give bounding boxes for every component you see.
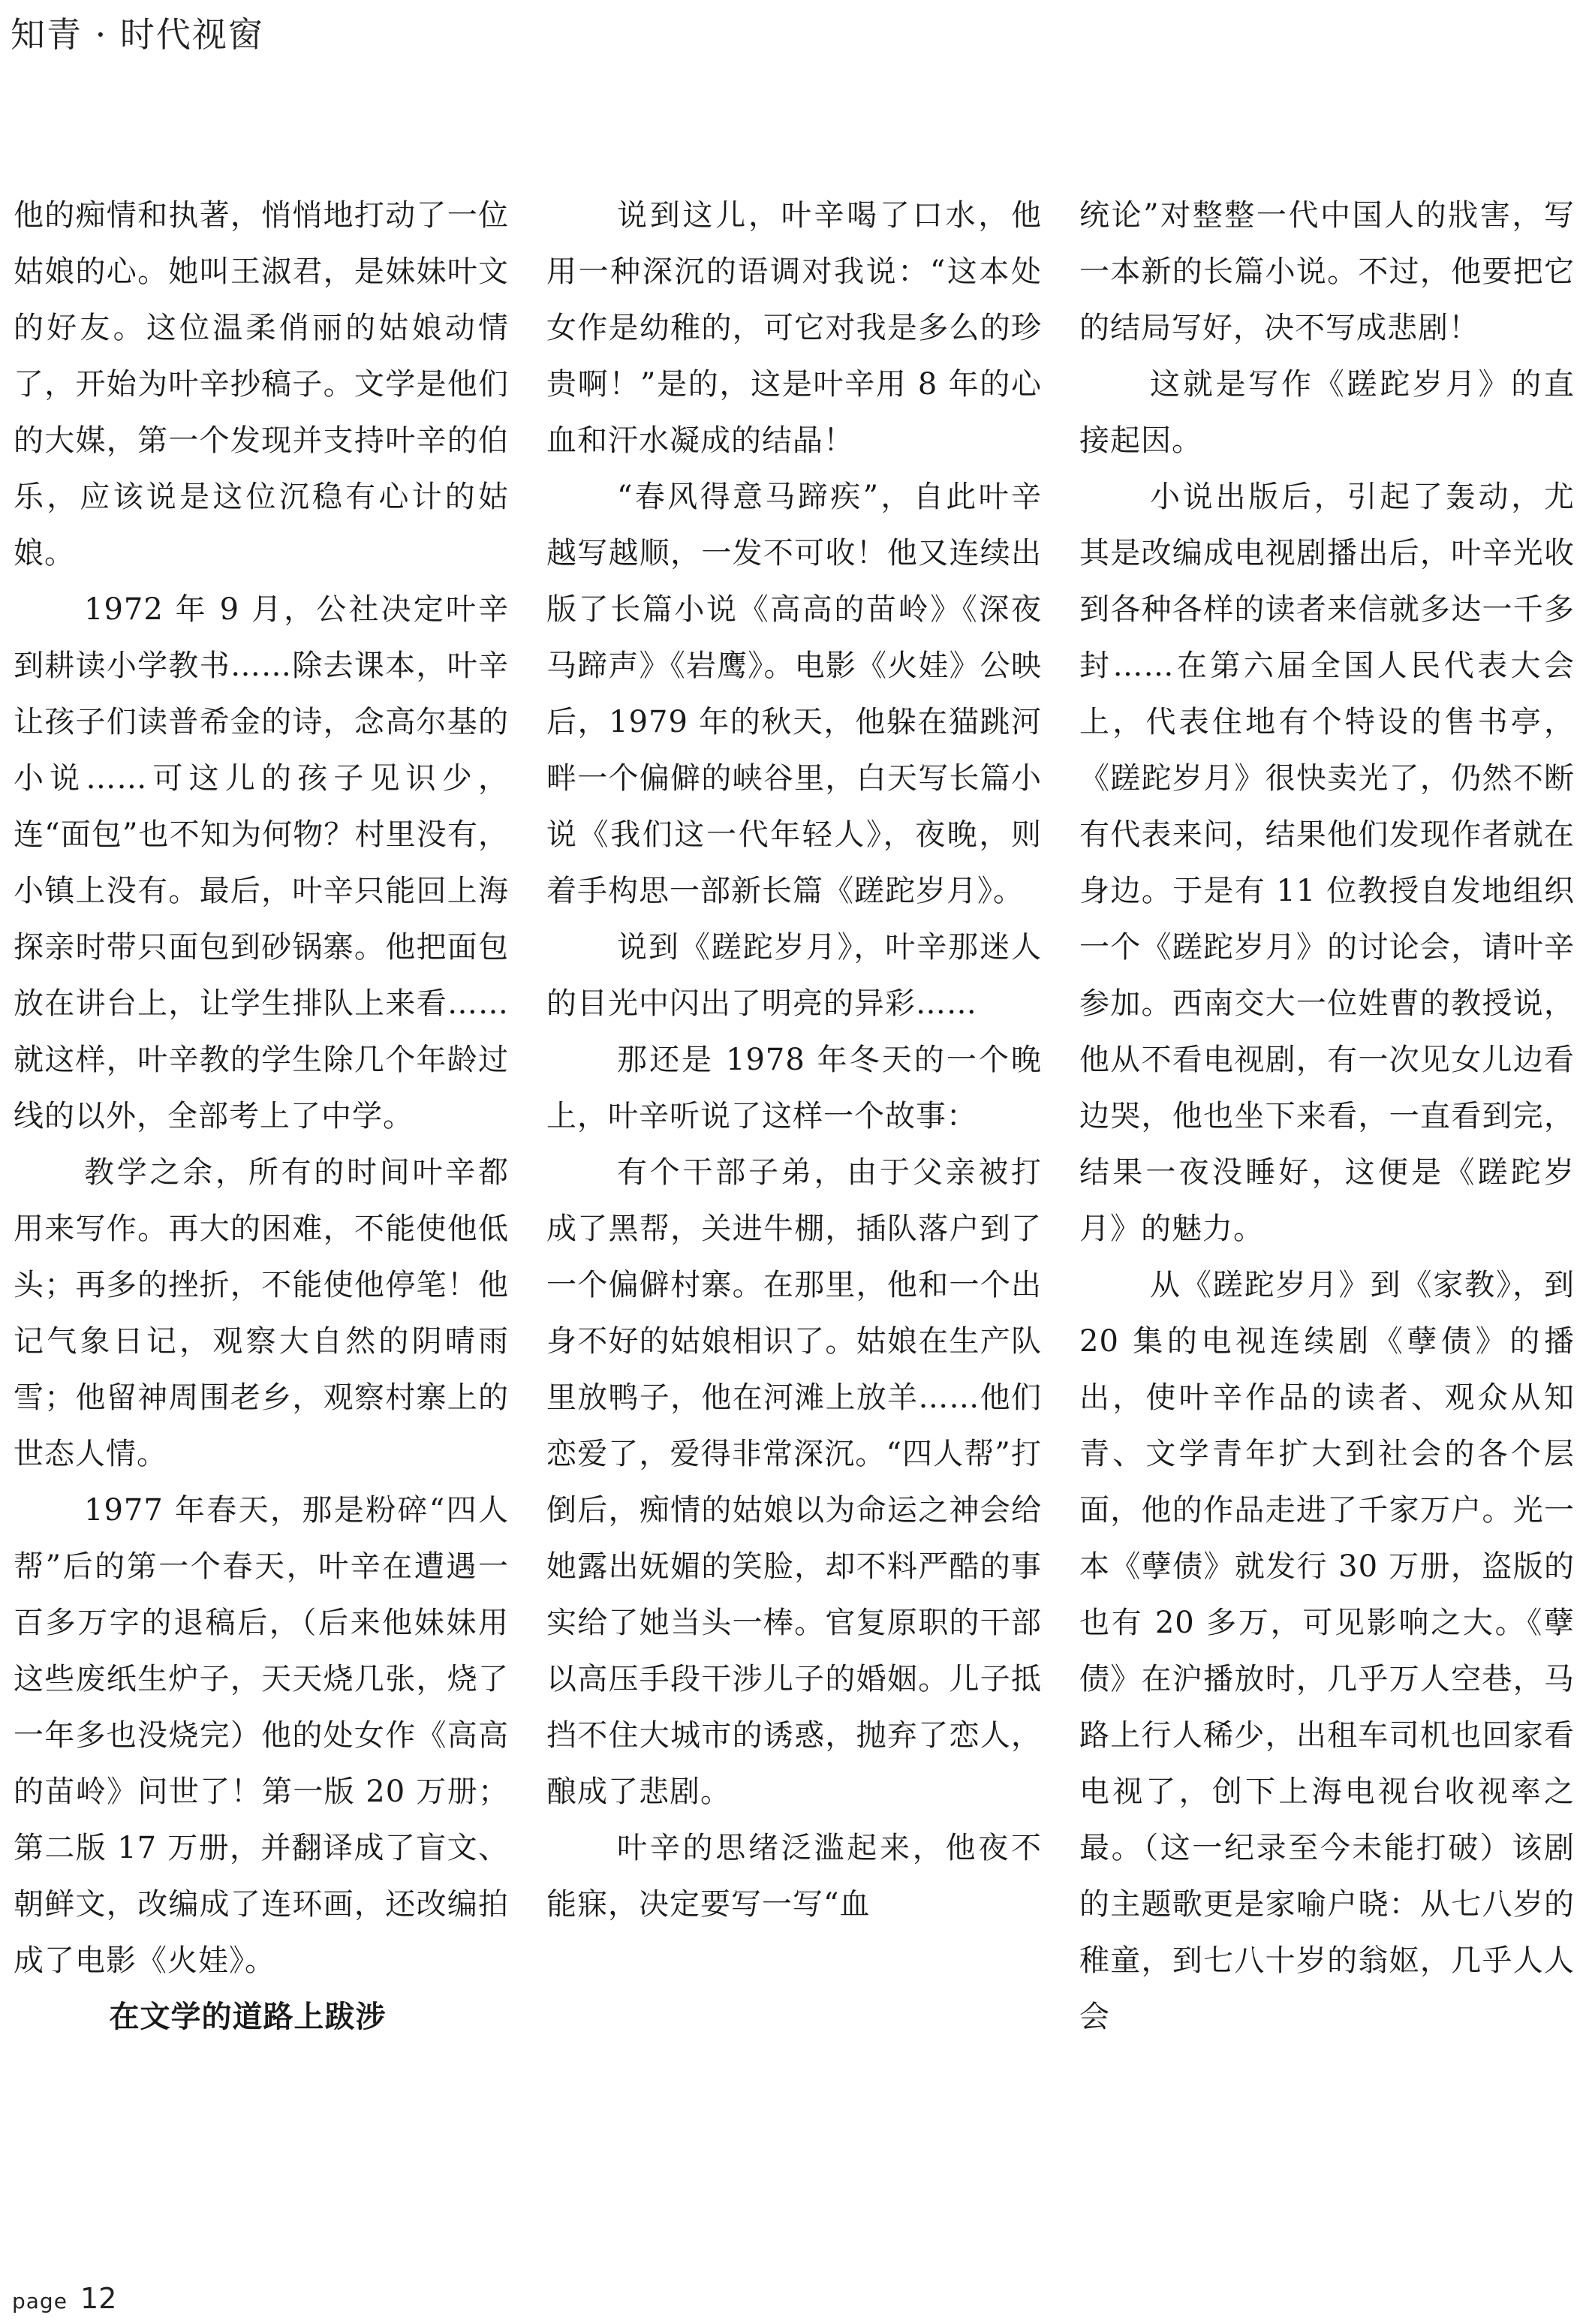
paragraph: 1977 年春天，那是粉碎“四人帮”后的第一个春天，叶辛在遭遇一百多万字的退稿后，（后来他妹妹用这些废纸生炉子，天天烧几张，烧了一年多也没烧完）他的处女作《高高的苗岭》问世了！第一版 20 万册；第二版 17 万册，并翻译成了盲文、朝鲜文，改编成了连环画，还改编拍成了电影《火娃》。 — [14, 1493, 509, 1978]
paragraph: “春风得意马蹄疾”，自此叶辛越写越顺，一发不可收！他又连续出版了长篇小说《高高的苗岭》《深夜马蹄声》《岩鹰》。电影《火娃》公映后，1979 年的秋天，他躲在猫跳河畔一个偏僻的峡谷里，白天写长篇小说《我们这一代年轻人》，夜晚，则着手构思一部新长篇《蹉跎岁月》。 — [546, 480, 1042, 908]
paragraph: 他的痴情和执著，悄悄地打动了一位姑娘的心。她叫王淑君，是妹妹叶文的好友。这位温柔俏丽的姑娘动情了，开始为叶辛抄稿子。文学是他们的大媒，第一个发现并支持叶辛的伯乐，应该说是这位沉稳有心计的姑娘。 — [14, 198, 509, 570]
paragraph: 说到《蹉跎岁月》，叶辛那迷人的目光中闪出了明亮的异彩…… — [546, 930, 1042, 1021]
paragraph: 这就是写作《蹉跎岁月》的直接起因。 — [1079, 367, 1575, 458]
section-header: 知青 · 时代视窗 — [11, 14, 264, 55]
page-number: 12 — [80, 2282, 117, 2315]
column-3 — [1079, 188, 1575, 2046]
paragraph: 1972 年 9 月，公社决定叶辛到耕读小学教书……除去课本，叶辛让孩子们读普希金的诗，念高尔基的小说……可这儿的孩子见识少，连“面包”也不知为何物？村里没有，小镇上没有。最后，叶辛只能回上海探亲时带只面包到砂锅寨。他把面包放在讲台上，让学生排队上来看……就这样，叶辛教的学生除几个年龄过线的以外，全部考上了中学。 — [14, 592, 509, 1133]
page-footer — [12, 2282, 116, 2315]
paragraph: 叶辛的思绪泛滥起来，他夜不能寐，决定要写一写“血 — [546, 1831, 1042, 1922]
column-2 — [546, 188, 1042, 1933]
paragraph: 小说出版后，引起了轰动，尤其是改编成电视剧播出后，叶辛光收到各种各样的读者来信就多达一千多封……在第六届全国人民代表大会上，代表住地有个特设的售书亭，《蹉跎岁月》很快卖光了，仍然不断有代表来问，结果他们发现作者就在身边。于是有 11 位教授自发地组织一个《蹉跎岁月》的讨论会，请叶辛参加。西南交大一位姓曹的教授说，他从不看电视剧，有一次见女儿边看边哭，他也坐下来看，一直看到完，结果一夜没睡好，这便是《蹉跎岁月》的魅力。 — [1079, 480, 1575, 1246]
paragraph: 从《蹉跎岁月》到《家教》，到 20 集的电视连续剧《孽债》的播出，使叶辛作品的读者、观众从知青、文学青年扩大到社会的各个层面，他的作品走进了千家万户。光一本《孽债》就发行 30 万册，盗版的也有 20 多万，可见影响之大。《孽债》在沪播放时，几乎万人空巷，马路上行人稀少，出租车司机也回家看电视了，创下上海电视台收视率之最。（这一纪录至今未能打破）该剧的主题歌更是家喻户晓：从七八岁的稚童，到七八十岁的翁妪，几乎人人会 — [1079, 1268, 1575, 2034]
page-label: page — [12, 2289, 68, 2313]
paragraph: 教学之余，所有的时间叶辛都用来写作。再大的困难，不能使他低头；再多的挫折，不能使他停笔！他记气象日记，观察大自然的阴晴雨雪；他留神周围老乡，观察村寨上的世态人情。 — [14, 1155, 509, 1471]
section-subheading: 在文学的道路上跋涉 — [109, 2000, 387, 2034]
paragraph: 统论”对整整一代中国人的戕害，写一本新的长篇小说。不过，他要把它的结局写好，决不写成悲剧！ — [1079, 198, 1575, 345]
column-1 — [14, 188, 509, 2046]
paragraph: 那还是 1978 年冬天的一个晚上，叶辛听说了这样一个故事： — [546, 1043, 1042, 1133]
paragraph: 有个干部子弟，由于父亲被打成了黑帮，关进牛棚，插队落户到了一个偏僻村寨。在那里，他和一个出身不好的姑娘相识了。姑娘在生产队里放鸭子，他在河滩上放羊……他们恋爱了，爱得非常深沉。“四人帮”打倒后，痴情的姑娘以为命运之神会给她露出妩媚的笑脸，却不料严酷的事实给了她当头一棒。官复原职的干部以高压手段干涉儿子的婚姻。儿子抵挡不住大城市的诱惑，抛弃了恋人，酿成了悲剧。 — [546, 1155, 1042, 1809]
paragraph: 说到这儿，叶辛喝了口水，他用一种深沉的语调对我说：“这本处女作是幼稚的，可它对我是多么的珍贵啊！”是的，这是叶辛用 8 年的心血和汗水凝成的结晶！ — [546, 198, 1042, 458]
